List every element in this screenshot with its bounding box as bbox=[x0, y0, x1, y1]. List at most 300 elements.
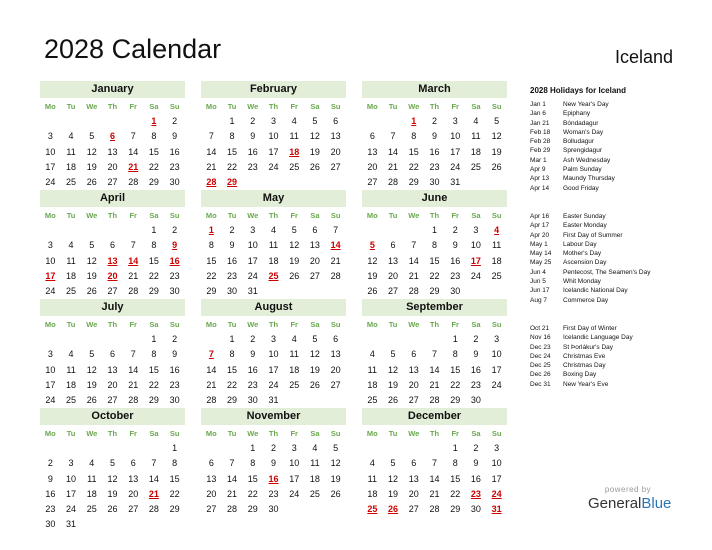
day-cell: 7 bbox=[151, 458, 157, 469]
weekday-label: Th bbox=[268, 211, 279, 220]
day-cell: 29 bbox=[148, 177, 159, 188]
day-cell: 11 bbox=[367, 364, 378, 375]
day-cell: 8 bbox=[452, 349, 458, 360]
day-cell: 3 bbox=[291, 443, 297, 453]
day-cell: 25 bbox=[309, 488, 320, 499]
day-cell: 30 bbox=[470, 395, 481, 406]
day-cell: 4 bbox=[68, 349, 74, 360]
day-cell: 27 bbox=[330, 379, 341, 390]
day-cell: 14 bbox=[388, 146, 399, 157]
weekday-label: We bbox=[86, 320, 98, 329]
day-cell: 1 bbox=[229, 334, 235, 344]
day-cell: 4 bbox=[89, 458, 95, 469]
weekday-label: Fr bbox=[451, 429, 459, 438]
holiday-name: Icelandic National Day bbox=[563, 287, 628, 295]
day-cell: 8 bbox=[151, 349, 157, 360]
weekday-label: Tu bbox=[227, 320, 237, 329]
day-cell: 16 bbox=[45, 488, 56, 499]
day-cell: 3 bbox=[452, 116, 458, 126]
day-cell: 27 bbox=[206, 504, 217, 515]
day-cell: 3 bbox=[250, 225, 256, 235]
weekday-label: Sa bbox=[149, 102, 159, 111]
weekday-label: Mo bbox=[205, 102, 217, 111]
month-name: October bbox=[40, 408, 185, 425]
holiday-row bbox=[530, 324, 710, 333]
empty-cell bbox=[40, 114, 61, 129]
day-cell: 28 bbox=[388, 177, 399, 188]
day-cell: 10 bbox=[491, 349, 502, 360]
day-cell: 14 bbox=[206, 364, 217, 375]
day-cell: 6 bbox=[130, 458, 136, 469]
day-cell: 10 bbox=[268, 349, 279, 360]
day-cell: 7 bbox=[130, 349, 136, 360]
day-cell: 11 bbox=[66, 255, 76, 266]
holiday-day: 31 bbox=[491, 504, 502, 515]
month-july bbox=[40, 299, 185, 424]
day-cell: 6 bbox=[411, 349, 417, 360]
weekday-label: Mo bbox=[366, 320, 378, 329]
holiday-day: 23 bbox=[470, 488, 481, 499]
empty-cell bbox=[383, 441, 404, 456]
holiday-row bbox=[530, 146, 710, 155]
day-cell: 6 bbox=[208, 458, 214, 469]
holiday-day: 28 bbox=[206, 177, 217, 188]
holiday-date: Dec 23 bbox=[530, 343, 551, 351]
day-cell: 1 bbox=[229, 116, 235, 126]
month-august bbox=[201, 299, 346, 408]
day-cell: 19 bbox=[491, 146, 502, 157]
day-cell: 30 bbox=[470, 504, 481, 515]
day-cell: 15 bbox=[169, 473, 180, 484]
weekday-label: Tu bbox=[66, 102, 76, 111]
holiday-day: 16 bbox=[169, 255, 180, 266]
day-cell: 11 bbox=[289, 349, 299, 360]
empty-cell bbox=[201, 332, 222, 347]
empty-cell bbox=[201, 441, 222, 456]
day-cell: 6 bbox=[333, 116, 339, 126]
day-cell: 25 bbox=[491, 270, 502, 281]
day-cell: 21 bbox=[206, 161, 217, 172]
day-cell: 1 bbox=[250, 443, 256, 453]
empty-cell bbox=[61, 114, 82, 129]
day-cell: 30 bbox=[268, 504, 279, 515]
day-cell: 20 bbox=[330, 146, 341, 157]
empty-cell bbox=[383, 114, 404, 129]
day-cell: 15 bbox=[450, 364, 461, 375]
day-cell: 10 bbox=[450, 131, 461, 142]
weekday-label: Fr bbox=[451, 320, 459, 329]
weekday-label: Fr bbox=[290, 429, 298, 438]
holiday-date: Apr 14 bbox=[530, 184, 550, 192]
holiday-date: May 25 bbox=[530, 259, 552, 267]
holiday-name: Whit Monday bbox=[563, 278, 601, 286]
weekday-label: Fr bbox=[129, 320, 137, 329]
holiday-name: First Day of Winter bbox=[563, 325, 617, 332]
day-cell: 17 bbox=[45, 379, 56, 390]
weekday-label: Mo bbox=[44, 102, 56, 111]
weekday-label: Sa bbox=[310, 429, 320, 438]
day-cell: 29 bbox=[450, 504, 461, 515]
day-cell: 10 bbox=[45, 146, 56, 157]
empty-cell bbox=[40, 223, 61, 238]
day-cell: 24 bbox=[66, 504, 77, 515]
brand-name bbox=[588, 495, 672, 512]
month-january bbox=[40, 81, 185, 206]
weekday-label: Tu bbox=[388, 102, 398, 111]
day-cell: 30 bbox=[45, 519, 56, 530]
weekday-label: Sa bbox=[471, 320, 481, 329]
day-cell: 7 bbox=[130, 131, 136, 142]
day-cell: 8 bbox=[229, 349, 235, 360]
weekday-label: Tu bbox=[66, 320, 76, 329]
empty-cell bbox=[61, 332, 82, 347]
weekday-label: Mo bbox=[205, 429, 217, 438]
holiday-day: 25 bbox=[268, 270, 279, 281]
holiday-row bbox=[530, 370, 710, 379]
day-cell: 22 bbox=[450, 379, 461, 390]
empty-cell bbox=[40, 441, 61, 456]
holiday-date: Apr 16 bbox=[530, 213, 550, 220]
day-cell: 11 bbox=[66, 364, 76, 375]
weekday-label: We bbox=[408, 320, 420, 329]
day-cell: 19 bbox=[289, 255, 300, 266]
holiday-name: New Year's Eve bbox=[563, 380, 609, 388]
holiday-date: Apr 17 bbox=[530, 222, 550, 230]
day-cell: 7 bbox=[390, 131, 396, 142]
day-cell: 6 bbox=[109, 349, 115, 360]
day-cell: 9 bbox=[452, 240, 458, 251]
day-cell: 25 bbox=[66, 177, 77, 188]
day-cell: 12 bbox=[309, 131, 320, 142]
empty-cell bbox=[123, 114, 144, 129]
weekday-label: Su bbox=[169, 211, 180, 220]
month-february bbox=[201, 81, 346, 190]
holiday-day: 6 bbox=[109, 131, 115, 142]
weekday-label: We bbox=[86, 211, 98, 220]
holiday-day: 4 bbox=[494, 225, 500, 235]
day-cell: 12 bbox=[367, 255, 378, 266]
holiday-group bbox=[530, 212, 710, 305]
holiday-name: Sprengidagur bbox=[563, 147, 603, 155]
day-cell: 26 bbox=[367, 286, 378, 297]
day-cell: 22 bbox=[148, 270, 159, 281]
day-cell: 23 bbox=[450, 270, 461, 281]
holiday-date: Dec 25 bbox=[530, 362, 551, 370]
empty-cell bbox=[403, 332, 424, 347]
day-cell: 7 bbox=[333, 225, 339, 235]
empty-cell bbox=[144, 441, 165, 456]
day-cell: 23 bbox=[169, 161, 180, 172]
day-cell: 29 bbox=[429, 286, 440, 297]
day-cell: 31 bbox=[450, 177, 461, 188]
day-cell: 28 bbox=[429, 504, 440, 515]
holiday-name: Palm Sunday bbox=[563, 166, 602, 174]
day-cell: 13 bbox=[107, 146, 118, 157]
holiday-name: Woman's Day bbox=[563, 128, 604, 136]
day-cell: 10 bbox=[66, 473, 77, 484]
weekday-label: Th bbox=[429, 429, 440, 438]
day-cell: 1 bbox=[452, 334, 458, 344]
day-cell: 30 bbox=[169, 177, 180, 188]
holiday-row bbox=[530, 249, 710, 258]
day-cell: 27 bbox=[367, 177, 378, 188]
weekday-label: Su bbox=[169, 429, 180, 438]
day-cell: 21 bbox=[429, 488, 440, 499]
weekday-label: Su bbox=[491, 320, 502, 329]
day-cell: 11 bbox=[66, 146, 76, 157]
day-cell: 6 bbox=[369, 131, 375, 142]
day-cell: 17 bbox=[289, 473, 300, 484]
holiday-date: Oct 21 bbox=[530, 325, 550, 332]
day-cell: 7 bbox=[130, 240, 136, 251]
day-cell: 1 bbox=[172, 443, 178, 453]
day-cell: 24 bbox=[450, 161, 461, 172]
day-cell: 18 bbox=[367, 379, 378, 390]
day-cell: 26 bbox=[289, 270, 300, 281]
day-cell: 26 bbox=[491, 161, 502, 172]
empty-cell bbox=[40, 332, 61, 347]
day-cell: 5 bbox=[109, 458, 115, 469]
month-name: December bbox=[362, 408, 507, 425]
day-cell: 19 bbox=[107, 488, 118, 499]
day-cell: 4 bbox=[312, 443, 318, 453]
holiday-row bbox=[530, 343, 710, 352]
day-cell: 23 bbox=[169, 379, 180, 390]
day-cell: 11 bbox=[367, 473, 378, 484]
day-cell: 16 bbox=[429, 146, 440, 157]
holiday-row bbox=[530, 240, 710, 249]
day-cell: 3 bbox=[47, 131, 53, 142]
day-grid bbox=[362, 318, 507, 408]
day-cell: 29 bbox=[408, 177, 419, 188]
day-cell: 30 bbox=[450, 286, 461, 297]
holiday-row bbox=[530, 109, 710, 118]
weekday-label: Th bbox=[268, 429, 279, 438]
holiday-date: Feb 29 bbox=[530, 147, 551, 155]
weekday-label: Su bbox=[330, 320, 341, 329]
holiday-date: Jun 4 bbox=[530, 268, 546, 276]
day-cell: 1 bbox=[151, 334, 157, 344]
day-cell: 14 bbox=[148, 473, 159, 484]
day-cell: 18 bbox=[66, 270, 77, 281]
weekday-label: Fr bbox=[129, 102, 137, 111]
day-cell: 17 bbox=[491, 473, 502, 484]
day-cell: 17 bbox=[66, 488, 77, 499]
day-cell: 16 bbox=[470, 473, 481, 484]
empty-cell bbox=[102, 441, 123, 456]
day-cell: 11 bbox=[289, 131, 299, 142]
day-cell: 28 bbox=[408, 286, 419, 297]
day-cell: 19 bbox=[309, 364, 320, 375]
weekday-label: Tu bbox=[388, 429, 398, 438]
day-grid bbox=[201, 427, 346, 517]
holiday-group bbox=[530, 100, 710, 193]
day-cell: 29 bbox=[148, 286, 159, 297]
holiday-name: Bóndadagur bbox=[563, 119, 599, 127]
day-cell: 14 bbox=[206, 146, 217, 157]
day-cell: 26 bbox=[107, 504, 118, 515]
holiday-row bbox=[530, 221, 710, 230]
day-cell: 31 bbox=[247, 286, 258, 297]
day-cell: 19 bbox=[330, 473, 341, 484]
month-name: August bbox=[201, 299, 346, 316]
holiday-date: Jan 6 bbox=[530, 110, 546, 118]
day-cell: 12 bbox=[388, 364, 399, 375]
weekday-label: Sa bbox=[471, 211, 481, 220]
holiday-day: 21 bbox=[148, 488, 159, 499]
day-cell: 17 bbox=[491, 364, 502, 375]
weekday-label: Mo bbox=[366, 102, 378, 111]
day-cell: 23 bbox=[247, 379, 258, 390]
day-cell: 20 bbox=[330, 364, 341, 375]
day-cell: 16 bbox=[470, 364, 481, 375]
holiday-day: 13 bbox=[107, 255, 118, 266]
day-cell: 9 bbox=[473, 349, 479, 360]
day-cell: 22 bbox=[450, 488, 461, 499]
day-cell: 5 bbox=[312, 116, 318, 126]
empty-cell bbox=[403, 441, 424, 456]
day-cell: 27 bbox=[408, 395, 419, 406]
holiday-day: 9 bbox=[172, 240, 178, 251]
day-cell: 15 bbox=[206, 255, 217, 266]
empty-cell bbox=[403, 223, 424, 238]
day-cell: 24 bbox=[491, 379, 502, 390]
holiday-row bbox=[530, 333, 710, 342]
day-cell: 15 bbox=[148, 146, 159, 157]
holiday-date: Nov 16 bbox=[530, 334, 551, 342]
holiday-date: May 1 bbox=[530, 240, 548, 248]
day-cell: 7 bbox=[208, 131, 214, 142]
day-cell: 7 bbox=[229, 458, 235, 469]
weekday-label: Su bbox=[169, 320, 180, 329]
holiday-name: Icelandic Language Day bbox=[563, 334, 633, 342]
day-cell: 23 bbox=[268, 488, 279, 499]
month-april bbox=[40, 190, 185, 299]
holiday-date: Mar 1 bbox=[530, 156, 547, 164]
day-cell: 23 bbox=[169, 270, 180, 281]
holiday-row bbox=[530, 286, 710, 295]
day-cell: 21 bbox=[128, 270, 139, 281]
empty-cell bbox=[81, 332, 102, 347]
weekday-label: Fr bbox=[290, 102, 298, 111]
weekday-label: Fr bbox=[290, 211, 298, 220]
day-cell: 22 bbox=[148, 379, 159, 390]
empty-cell bbox=[383, 332, 404, 347]
holiday-name: Epiphany bbox=[563, 110, 591, 118]
day-cell: 2 bbox=[172, 334, 178, 344]
day-cell: 13 bbox=[107, 364, 118, 375]
holiday-day: 7 bbox=[208, 349, 214, 360]
holiday-row bbox=[530, 137, 710, 146]
holiday-day: 18 bbox=[289, 146, 300, 157]
day-cell: 11 bbox=[491, 240, 502, 251]
brand-logo bbox=[588, 485, 672, 512]
day-cell: 2 bbox=[431, 116, 437, 126]
day-cell: 29 bbox=[450, 395, 461, 406]
holiday-group bbox=[530, 324, 710, 389]
holiday-row bbox=[530, 128, 710, 137]
day-cell: 2 bbox=[47, 458, 53, 469]
day-cell: 28 bbox=[128, 395, 139, 406]
day-cell: 14 bbox=[429, 364, 440, 375]
month-november bbox=[201, 408, 346, 517]
day-cell: 18 bbox=[491, 255, 502, 266]
day-cell: 9 bbox=[250, 349, 256, 360]
day-cell: 16 bbox=[169, 146, 180, 157]
day-cell: 19 bbox=[86, 270, 97, 281]
holiday-name: Easter Sunday bbox=[563, 213, 606, 220]
day-cell: 29 bbox=[148, 395, 159, 406]
weekday-label: Mo bbox=[205, 211, 217, 220]
empty-cell bbox=[81, 441, 102, 456]
day-cell: 4 bbox=[291, 334, 297, 344]
day-cell: 24 bbox=[45, 177, 56, 188]
day-cell: 27 bbox=[107, 177, 118, 188]
day-cell: 9 bbox=[250, 131, 256, 142]
holiday-date: Apr 9 bbox=[530, 166, 546, 174]
weekday-label: Th bbox=[429, 102, 440, 111]
day-cell: 23 bbox=[227, 270, 238, 281]
day-cell: 3 bbox=[47, 349, 53, 360]
weekday-label: Sa bbox=[310, 211, 320, 220]
day-cell: 2 bbox=[229, 225, 235, 235]
empty-cell bbox=[383, 223, 404, 238]
weekday-label: Th bbox=[429, 211, 440, 220]
day-cell: 15 bbox=[227, 364, 238, 375]
day-cell: 27 bbox=[309, 270, 320, 281]
day-cell: 7 bbox=[431, 349, 437, 360]
brand-blue: Blue bbox=[641, 495, 672, 512]
day-cell: 9 bbox=[229, 240, 235, 251]
holiday-day: 14 bbox=[128, 255, 139, 266]
day-cell: 20 bbox=[408, 379, 419, 390]
weekday-label: We bbox=[86, 429, 98, 438]
day-cell: 23 bbox=[247, 161, 258, 172]
day-cell: 21 bbox=[388, 161, 399, 172]
day-cell: 5 bbox=[333, 443, 339, 453]
day-cell: 23 bbox=[470, 379, 481, 390]
day-cell: 24 bbox=[247, 270, 258, 281]
day-cell: 20 bbox=[128, 488, 139, 499]
day-cell: 13 bbox=[330, 131, 341, 142]
day-cell: 20 bbox=[107, 161, 118, 172]
day-cell: 18 bbox=[86, 488, 97, 499]
weekday-label: Su bbox=[330, 429, 341, 438]
day-cell: 27 bbox=[128, 504, 139, 515]
day-cell: 13 bbox=[408, 364, 419, 375]
day-cell: 22 bbox=[206, 270, 217, 281]
day-cell: 28 bbox=[429, 395, 440, 406]
day-cell: 10 bbox=[268, 131, 279, 142]
weekday-label: We bbox=[247, 211, 259, 220]
day-cell: 7 bbox=[431, 458, 437, 469]
holiday-date: May 14 bbox=[530, 250, 552, 258]
day-cell: 3 bbox=[473, 225, 479, 235]
day-cell: 15 bbox=[148, 364, 159, 375]
day-cell: 18 bbox=[470, 146, 481, 157]
weekday-label: We bbox=[408, 211, 420, 220]
day-cell: 11 bbox=[268, 240, 279, 251]
day-cell: 25 bbox=[289, 161, 300, 172]
holiday-row bbox=[530, 156, 710, 165]
month-may bbox=[201, 190, 346, 299]
day-cell: 6 bbox=[333, 334, 339, 344]
day-cell: 12 bbox=[491, 131, 502, 142]
day-cell: 27 bbox=[388, 286, 399, 297]
day-cell: 9 bbox=[172, 131, 178, 142]
month-name: September bbox=[362, 299, 507, 316]
day-cell: 25 bbox=[86, 504, 97, 515]
